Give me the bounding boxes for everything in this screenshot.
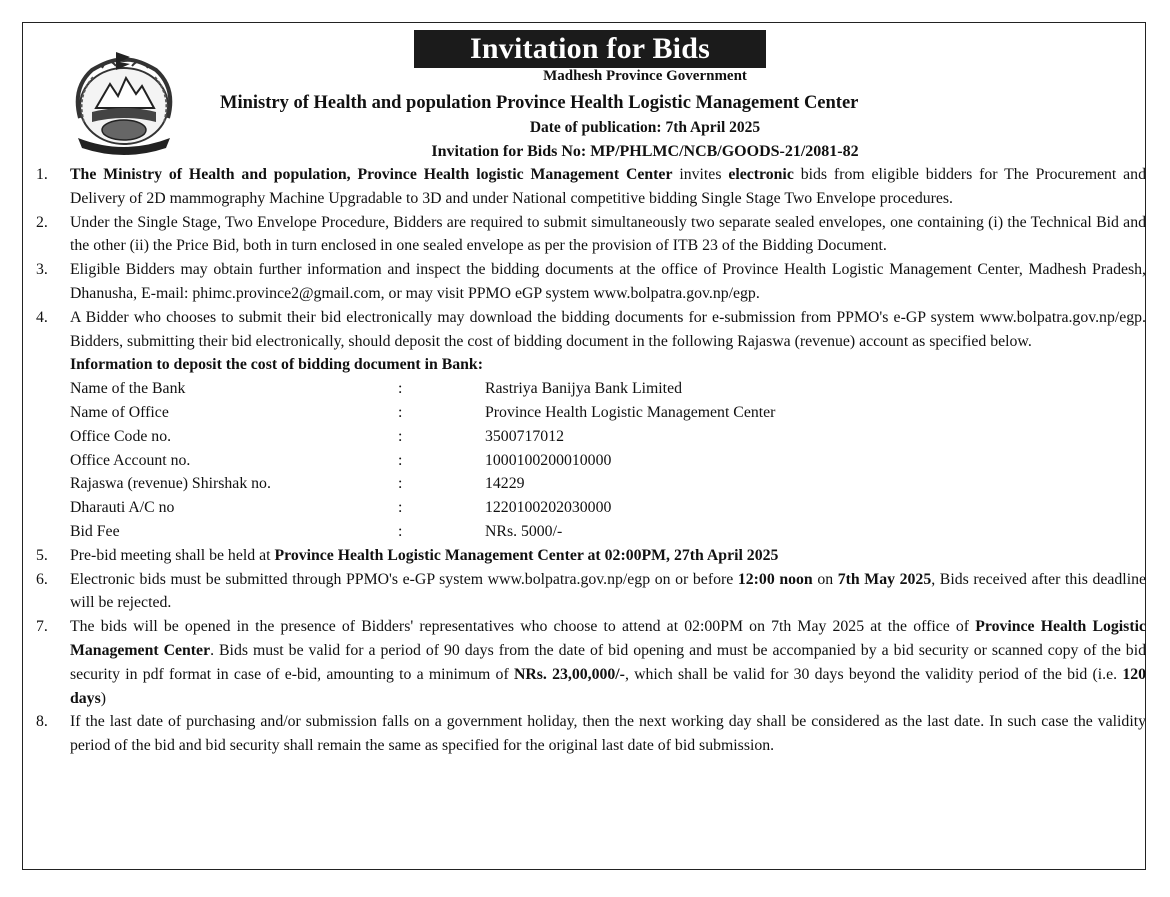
notice-title: Invitation for Bids [414, 30, 766, 68]
bank-info-heading: Information to deposit the cost of bidding document in Bank: [70, 356, 483, 374]
bank-label: Dharauti A/C no [70, 499, 175, 517]
bank-value: Province Health Logistic Management Center [485, 403, 776, 421]
bank-value: 1000100200010000 [485, 451, 612, 469]
item-text: invites [672, 166, 729, 183]
item-text: If the last date of purchasing and/or submission falls on a government holiday, then the next working day shall be considered as the last date. In such case the validity period of the bid and bid security shall remain the same as specified for the original last date of bid submission. [70, 713, 1146, 755]
item-number: 8. [36, 713, 48, 731]
bank-row [36, 401, 1146, 425]
list-item [36, 615, 1146, 710]
publication-date: Date of publication: 7th April 2025 [529, 119, 761, 136]
bank-colon: : [398, 380, 403, 398]
bank-colon: : [398, 403, 403, 421]
list-item [36, 258, 1146, 306]
bank-value: NRs. 5000/- [485, 522, 563, 540]
item-bold-text: 12:00 noon [737, 570, 813, 588]
list-item [36, 306, 1146, 354]
bank-value: 14229 [485, 475, 525, 493]
bank-label: Name of the Bank [70, 380, 186, 398]
item-text: bids from eligible bidders for The Procurement and Delivery of 2D mammography Machine Upgradable to 3D and under National competitive bidding Single Stage Two Envelope procedures. [70, 166, 1146, 207]
item-number: 5. [36, 546, 48, 564]
list-item [36, 568, 1146, 616]
item-number: 3. [36, 261, 48, 279]
government-name: Madhesh Province Government [543, 68, 747, 84]
bank-colon: : [398, 427, 403, 445]
bank-label: Rajaswa (revenue) Shirshak no. [70, 475, 271, 493]
bank-row [36, 449, 1146, 473]
nepal-emblem-icon [62, 48, 186, 156]
item-text: Electronic bids must be submitted through PPMO's e-GP system www.bolpatra.gov.np/egp on or before [70, 570, 738, 588]
bank-value: 3500717012 [485, 427, 564, 445]
bank-value: Rastriya Banijya Bank Limited [485, 380, 682, 398]
bank-label: Office Code no. [70, 427, 172, 445]
bank-colon: : [398, 451, 403, 469]
item-text: Pre-bid meeting shall be held at [70, 546, 275, 564]
item-text: Under the Single Stage, Two Envelope Procedure, Bidders are required to submit simultaneously two separate sealed envelopes, one containing (i) the Technical Bid and the other (ii) the Price Bid, both in turn enclosed in one sealed envelope as per the provision of ITB 23 of the Bidding Document. [70, 213, 1146, 255]
bank-colon: : [398, 499, 403, 517]
bank-row [36, 425, 1146, 449]
item-bold-text: 7th May 2025 [837, 570, 932, 588]
list-item [36, 211, 1146, 259]
item-text: The bids will be opened in the presence of Bidders' representatives who choose to attend at 02:00PM on 7th May 2025 at the office of [70, 618, 976, 636]
bank-colon: : [398, 522, 403, 540]
item-bold-text: NRs. 23,00,000/- [513, 665, 625, 683]
bank-row [36, 377, 1146, 401]
item-text: ) [100, 689, 106, 707]
bank-row [36, 520, 1146, 544]
bank-value: 1220100202030000 [485, 499, 612, 517]
item-number: 6. [36, 570, 48, 588]
item-number: 7. [36, 618, 48, 636]
item-bold-text: Province Health Logistic Management Center [70, 618, 1146, 659]
bank-label: Name of Office [70, 403, 169, 421]
list-item [36, 163, 1146, 211]
item-bold-text: The Ministry of Health and population, Province Health logistic Management Center [70, 166, 673, 183]
bank-row [36, 472, 1146, 496]
bank-label: Office Account no. [70, 451, 191, 469]
bank-colon: : [398, 475, 403, 493]
ifb-number: Invitation for Bids No: MP/PHLMC/NCB/GOODS-21/2081-82 [431, 143, 859, 160]
item-number: 1. [36, 166, 48, 183]
item-text: . Bids must be valid for a period of 90 days from the date of bid opening and must be accompanied by a bid security or scanned copy of the bid security in pdf format in case of e-bid, amounting to a minimum of [70, 641, 1146, 683]
bank-label: Bid Fee [70, 522, 120, 540]
item-number: 2. [36, 213, 48, 231]
item-bold-text: electronic [728, 166, 794, 183]
item-text: A Bidder who chooses to submit their bid electronically may download the bidding documents for e-submission from PPMO's e-GP system www.bolpatra.gov.np/egp. Bidders, submitting their bid electronically, should deposit the cost of bidding document in the following Rajaswa (revenue) account as specified below. [70, 308, 1146, 350]
item-text: , which shall be valid for 30 days beyond the validity period of the bid (i.e. [624, 665, 1123, 683]
notice-body [36, 163, 1146, 758]
item-bold-text: Province Health Logistic Management Center at 02:00PM, 27th April 2025 [274, 546, 779, 564]
bank-row [36, 496, 1146, 520]
item-number: 4. [36, 308, 48, 326]
item-text: , Bids received after this deadline will be rejected. [70, 570, 1146, 612]
list-item [36, 544, 1146, 568]
list-item [36, 710, 1146, 758]
item-text: on [812, 570, 838, 588]
ministry-name: Ministry of Health and population Province Health Logistic Management Center [220, 93, 859, 113]
item-text: Eligible Bidders may obtain further information and inspect the bidding documents at the office of Province Health Logistic Management Center, Madhesh Pradesh, Dhanusha, E-mail: phimc.province2@gmail.com, or may visit PPMO eGP system www.bolpatra.gov.np/egp. [70, 261, 1146, 302]
item-bold-text: 120 days [70, 665, 1147, 707]
